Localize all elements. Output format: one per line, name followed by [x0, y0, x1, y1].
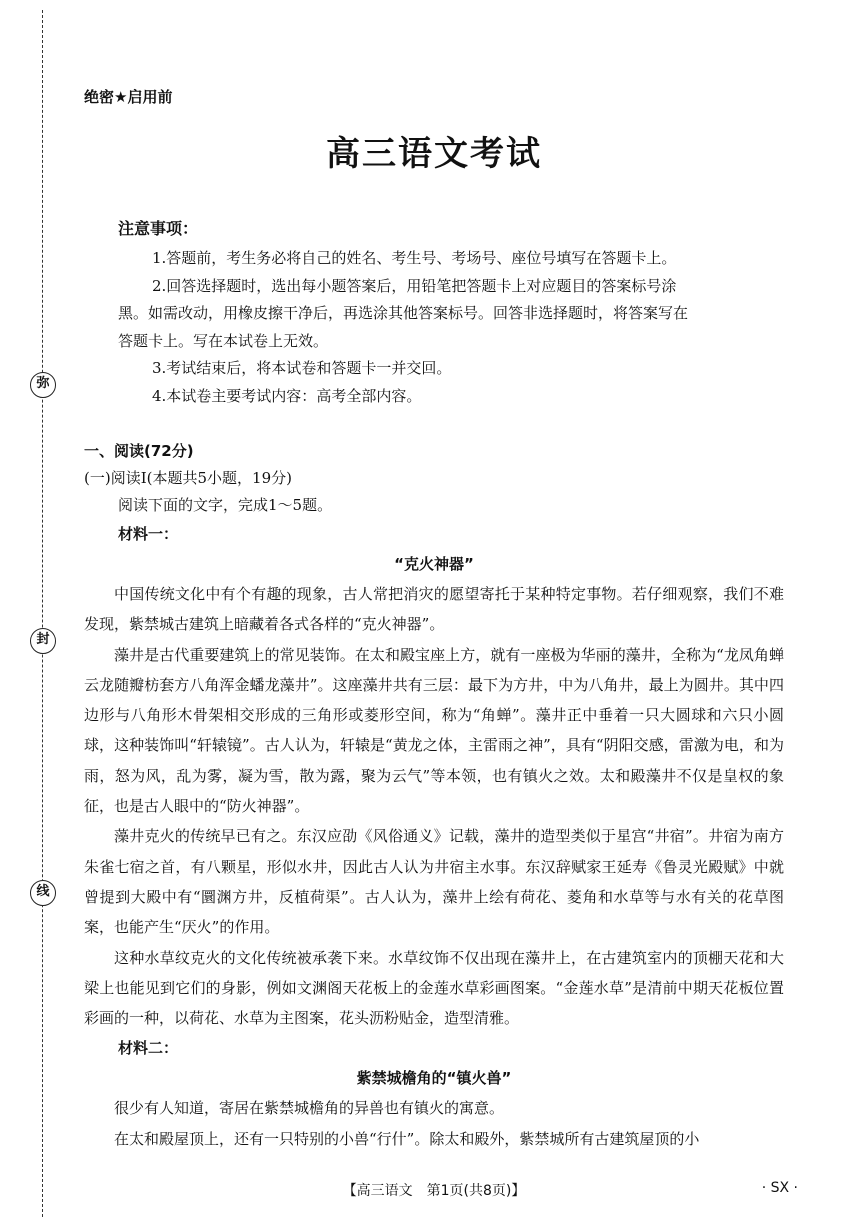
notice-item-2c: 答题卡上。写在本试卷上无效。 [118, 331, 329, 350]
material1-paragraph-4: 这种水草纹克火的文化传统被承袭下来。水草纹饰不仅出现在藻井上，在古建筑室内的顶棚天花和大梁上也能见到它们的身影，例如文渊阁天花板上的金莲水草彩画图案。“金莲水草”是清前中期天花板位置彩画的一种，以荷花、水草为主图案，花头沥粉贴金，造型清雅。 [84, 948, 784, 1028]
binding-char-mi: 弥 [30, 372, 56, 398]
material1-paragraph-1: 中国传统文化中有个有趣的现象，古人常把消灾的愿望寄托于某种特定事物。若仔细观察，我们不难发现，紫禁城古建筑上暗藏着各式各样的“克火神器”。 [84, 585, 784, 634]
material1-paragraph-3: 藻井克火的传统早已有之。东汉应劭《风俗通义》记载，藻井的造型类似于星宫“井宿”。井宿为南方朱雀七宿之首，有八颗星，形似水井，因此古人认为井宿主水事。东汉辞赋家王延寿《鲁灵光殿赋》中就曾提到大殿中有“圜渊方井，反植荷渠”。古人认为，藻井上绘有荷花、菱角和水草等与水有关的花草图案，也能产生“厌火”的作用。 [84, 827, 784, 937]
material2-title: 紫禁城檐角的“镇火兽” [356, 1069, 512, 1088]
notice-block [84, 216, 784, 410]
notice-item-1: 1.答题前，考生务必将自己的姓名、考生号、考场号、座位号填写在答题卡上。 [152, 249, 677, 267]
material1-title: “克火神器” [394, 555, 474, 573]
material1-label: 材料一： [118, 525, 179, 543]
material2-paragraph-1: 很少有人知道，寄居在紫禁城檐角的异兽也有镇火的寓意。 [114, 1099, 505, 1118]
binding-dashed-line [42, 10, 43, 1217]
binding-char-xian: 线 [30, 880, 56, 906]
footer-code: · SX · [761, 1180, 798, 1196]
section-title: 一、阅读(72分) [84, 442, 194, 460]
page-title: 高三语文考试 [326, 134, 542, 174]
notice-item-4: 4.本试卷主要考试内容：高考全部内容。 [152, 386, 422, 405]
material2-paragraph-2: 在太和殿屋顶上，还有一只特别的小兽“行什”。除太和殿外，紫禁城所有古建筑屋顶的小 [114, 1129, 700, 1148]
section-instruction: 阅读下面的文字，完成1～5题。 [118, 496, 333, 514]
binding-char-feng: 封 [30, 628, 56, 654]
notice-item-2a: 2.回答选择题时，选出每小题答案后，用铅笔把答题卡上对应题目的答案标号涂 [152, 276, 677, 295]
material2-label: 材料二： [118, 1039, 179, 1058]
main-content [84, 216, 784, 1154]
section-sub: (一)阅读Ⅰ(本题共5小题，19分) [84, 469, 292, 487]
notice-item-3: 3.考试结束后，将本试卷和答题卡一并交回。 [152, 359, 452, 377]
notice-item-2b: 黑。如需改动，用橡皮擦干净后，再选涂其他答案标号。回答非选择题时，将答案写在 [118, 304, 689, 322]
page-footer: 【高三语文 第1页(共8页)】 [342, 1183, 526, 1199]
notice-heading: 注意事项： [118, 219, 199, 238]
material1-paragraph-2: 藻井是古代重要建筑上的常见装饰。在太和殿宝座上方，就有一座极为华丽的藻井，全称为“龙凤角蝉云龙随瓣枋套方八角浑金蟠龙藻井”。这座藻井共有三层：最下为方井，中为八角井，最上为圆井。其中四边形与八角形木骨架相交形成的三角形或菱形空间，称为“角蝉”。藻井正中垂着一只大圆球和六只小圆球，这种装饰叫“轩辕镜”。古人认为，轩辕是“黄龙之体，主雷雨之神”，具有“阴阳交感，雷激为电，和为雨，怒为风，乱为雾，凝为雪，散为露，聚为云气”等本领，也有镇火之效。太和殿藻井不仅是皇权的象征，也是古人眼中的“防火神器”。 [84, 645, 784, 816]
secret-label: 绝密★启用前 [84, 88, 173, 106]
